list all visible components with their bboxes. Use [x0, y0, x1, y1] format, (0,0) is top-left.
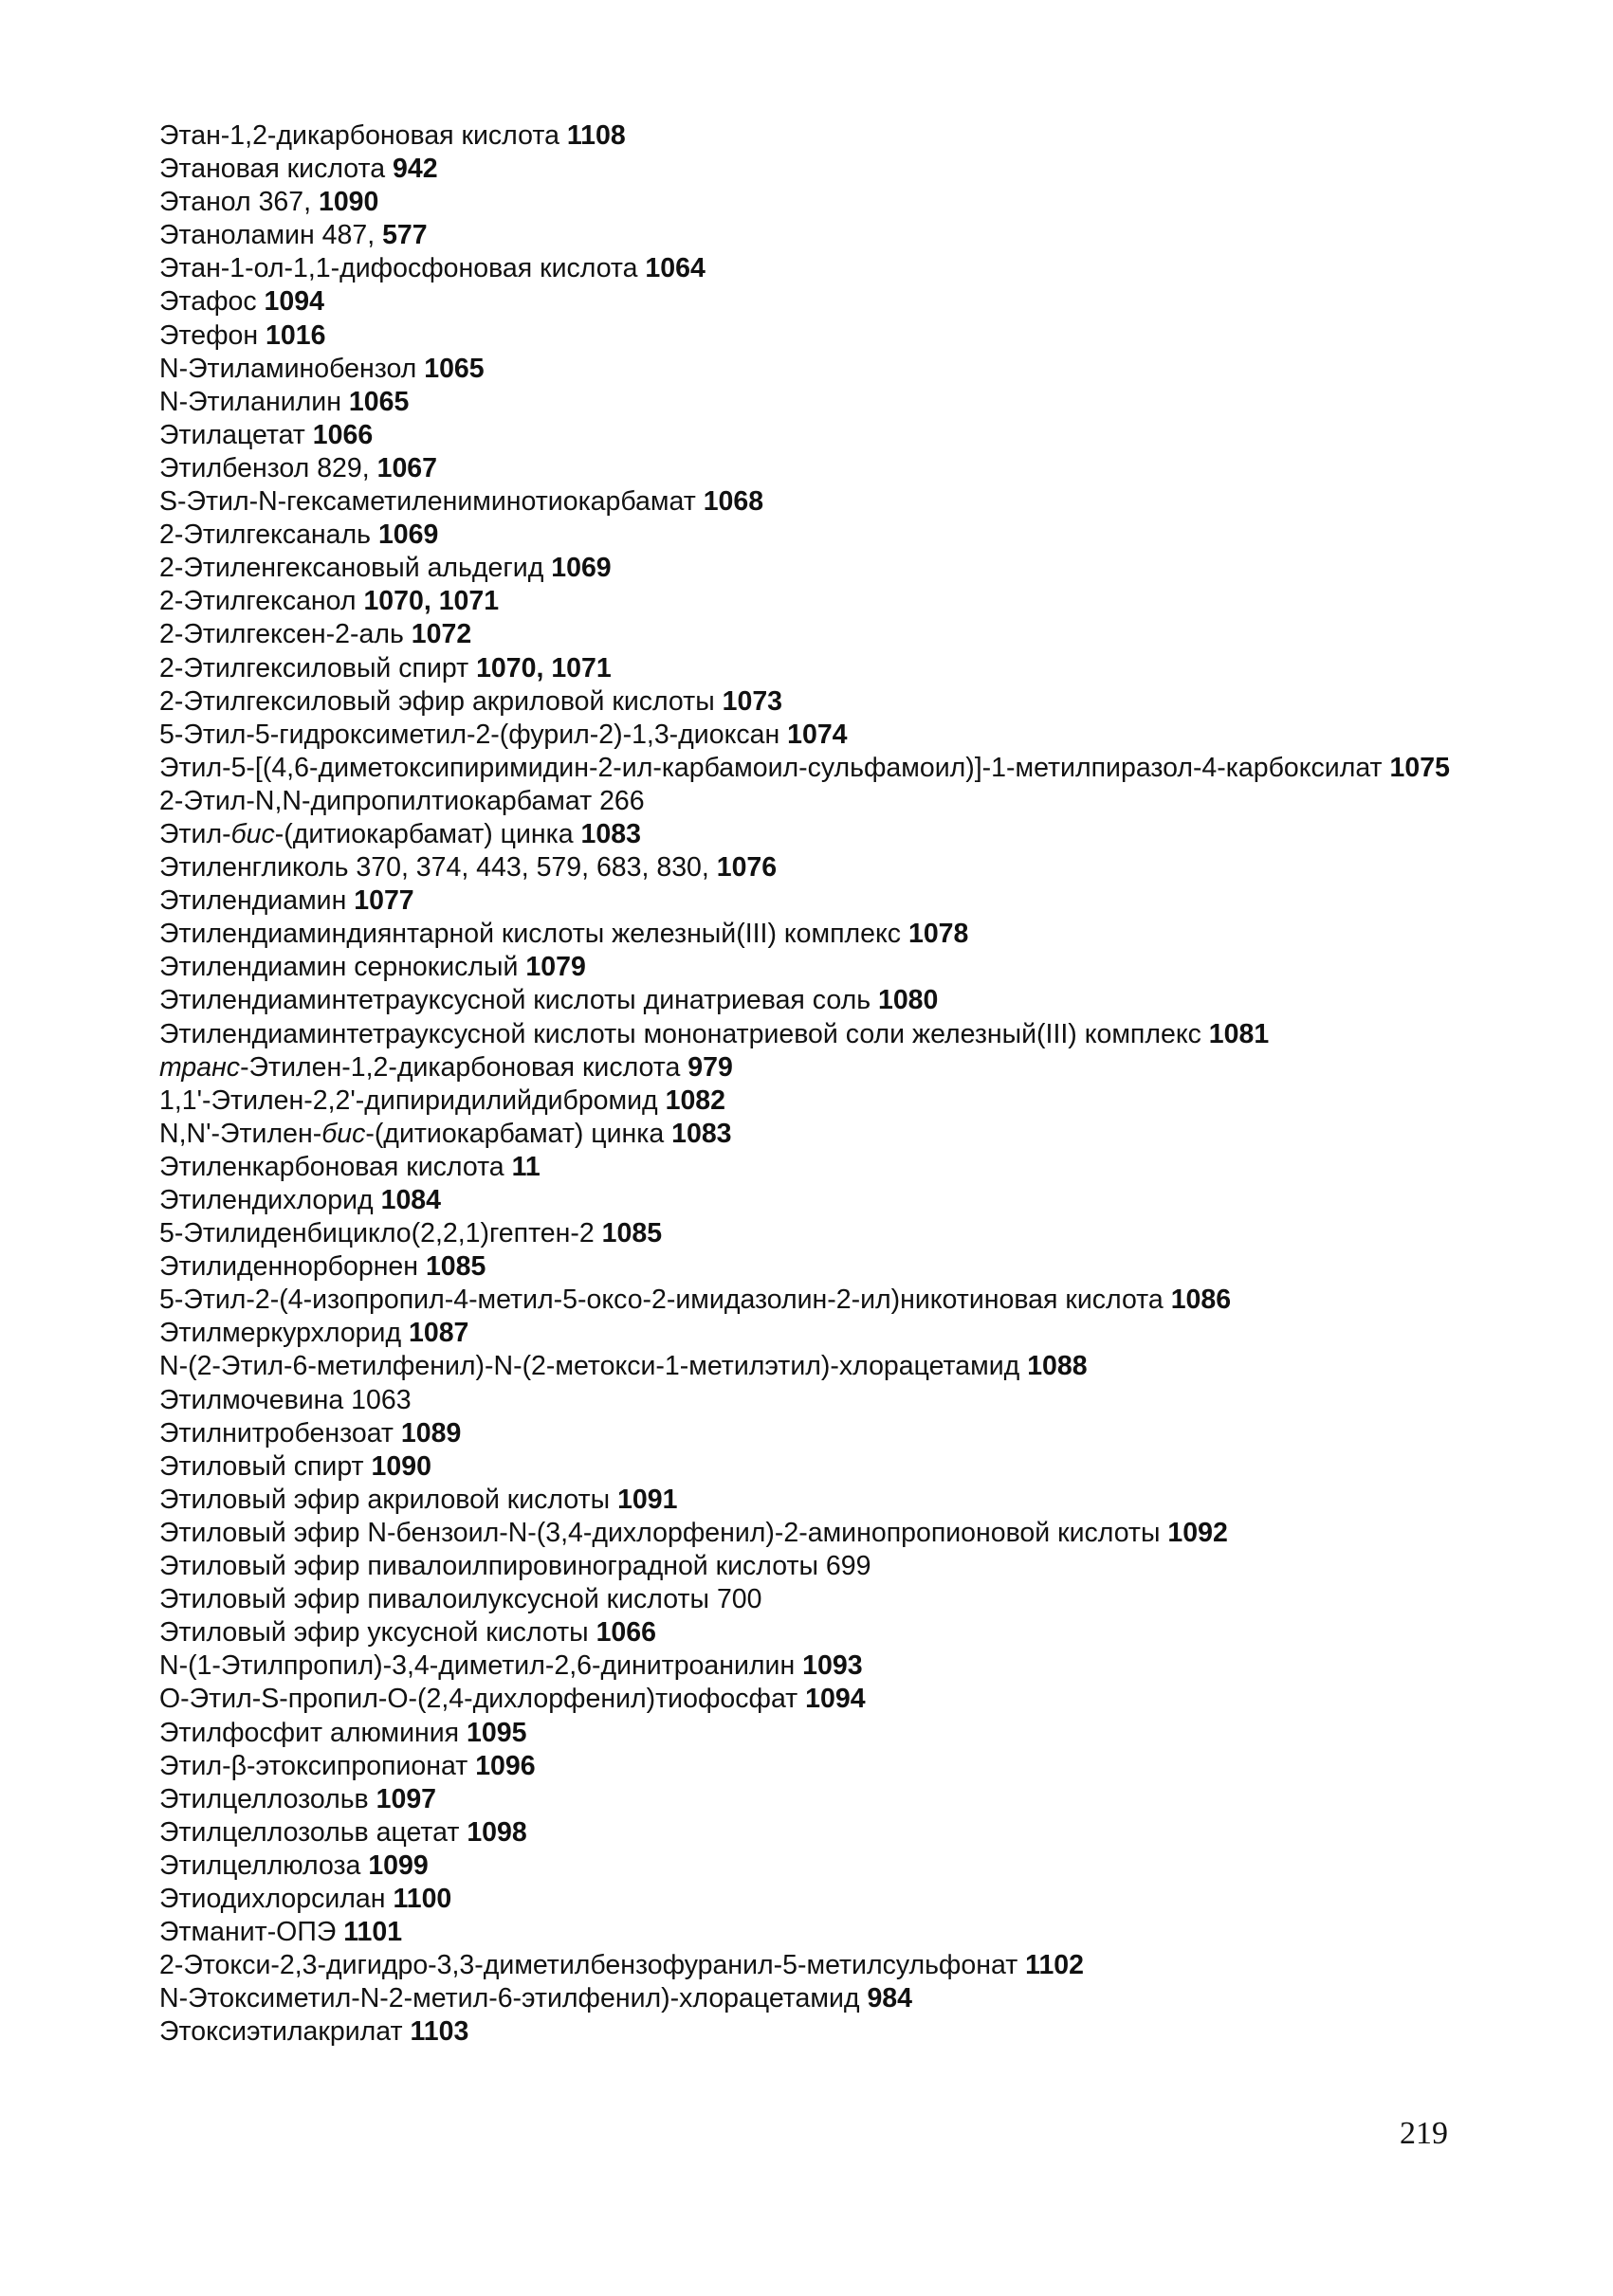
page-reference: 1070, 1071	[476, 652, 612, 683]
page-reference: 1081	[1208, 1018, 1270, 1049]
entry-term: Этиловый эфир пивалоилуксусной кислоты 700	[159, 1584, 762, 1615]
page-reference: 1072	[411, 619, 472, 650]
entry-term: 5-Этил-2-(4-изопропил-4-метил-5-оксо-2-имидазолин-2-ил)никотиновая кислота	[159, 1285, 1171, 1316]
page-reference: 1069	[551, 553, 612, 584]
entry-term: 2-Этилгексен-2-аль	[159, 619, 412, 650]
index-entry	[159, 1151, 1487, 1184]
index-entry	[159, 719, 1487, 752]
index-entry	[159, 1649, 1487, 1683]
index-entry	[159, 1450, 1487, 1484]
page-reference: 1099	[368, 1850, 429, 1881]
italic-prefix: транс	[159, 1051, 241, 1083]
index-entry	[159, 1583, 1487, 1616]
entry-term: Этилендиаминтетрауксусной кислоты мононатриевой соли железный(III) комплекс	[159, 1018, 1209, 1049]
page-reference: 1094	[264, 286, 324, 318]
page-reference: 1067	[376, 452, 437, 483]
page-reference: 1083	[671, 1118, 732, 1149]
page-reference: 1016	[266, 319, 326, 351]
page-reference: 1077	[354, 885, 414, 917]
entry-term: 2-Этокси-2,3-дигидро-3,3-диметилбензофуранил-5-метилсульфонат	[159, 1950, 1026, 1981]
entry-term: Этанол 367,	[159, 187, 319, 218]
index-entry	[159, 1384, 1487, 1417]
entry-term: Этилфосфит алюминия	[159, 1717, 467, 1748]
page-reference: 1069	[377, 519, 439, 551]
index-entry	[159, 951, 1487, 984]
page-reference: 1065	[348, 386, 410, 417]
entry-term: N-Этоксиметил-N-2-метил-6-этилфенил)-хлорацетамид	[159, 1983, 868, 2014]
page-reference: 1084	[380, 1185, 442, 1215]
page-reference: 1080	[877, 985, 939, 1016]
page-reference: 1082	[665, 1084, 726, 1116]
page-reference: 1103	[410, 2016, 469, 2048]
index-entry	[159, 1350, 1487, 1383]
entry-term: Этоксиэтилакрилат	[159, 2016, 411, 2048]
entry-term: Этилбензол 829,	[159, 452, 377, 483]
index-entry	[159, 1217, 1487, 1250]
entry-term: -(дитиокарбамат) цинка	[274, 818, 581, 849]
entry-term: N-(2-Этил-6-метилфенил)-N-(2-метокси-1-метилэтил)-хлорацетамид	[159, 1351, 1028, 1382]
page-reference: 1089	[400, 1417, 462, 1449]
entry-term: Этилцеллюлоза	[159, 1850, 369, 1881]
entry-term: Этилендиаминтетрауксусной кислоты динатриевая соль	[159, 985, 878, 1016]
entry-term: Этан-1,2-дикарбоновая кислота	[159, 120, 567, 151]
page-reference: 1066	[596, 1617, 656, 1649]
entry-term: Этиловый эфир акриловой кислоты	[159, 1484, 618, 1515]
page-reference: 1090	[318, 187, 379, 218]
entry-term: 2-Этил-N,N-дипропилтиокарбамат 266	[159, 785, 645, 816]
entry-term: Этилмеркурхлорид	[159, 1318, 409, 1349]
page-reference: 942	[393, 154, 438, 185]
entry-term: 5-Этил-5-гидроксиметил-2-(фурил-2)-1,3-диоксан	[159, 719, 788, 750]
index-entry	[159, 1916, 1487, 1949]
entry-term: Этановая кислота	[159, 154, 393, 185]
entry-term: Этиловый спирт	[159, 1450, 372, 1482]
entry-term: Этиловый эфир уксусной кислоты	[159, 1617, 596, 1649]
page-number: 219	[1400, 2116, 1448, 2151]
page-reference: 1076	[716, 852, 778, 884]
index-entry	[159, 519, 1487, 552]
index-entry	[159, 1051, 1487, 1084]
entry-term: N-(1-Этилпропил)-3,4-диметил-2,6-динитроанилин	[159, 1650, 803, 1682]
entry-term: Этилендиаминдиянтарной кислоты железный(III) комплекс	[159, 919, 908, 950]
entry-term: Этилнитробензоат	[159, 1417, 401, 1449]
page-reference: 1065	[424, 353, 485, 384]
entry-term: Этефон	[159, 319, 266, 351]
index-entry	[159, 984, 1487, 1017]
index-entry	[159, 252, 1487, 285]
index-entry	[159, 1949, 1487, 1982]
index-entry	[159, 319, 1487, 353]
index-entry	[159, 1484, 1487, 1517]
entry-term: Этилмочевина 1063	[159, 1384, 412, 1415]
page-reference: 1094	[805, 1684, 866, 1715]
index-entry	[159, 618, 1487, 651]
entry-term: N-Этиланилин	[159, 386, 349, 417]
page-reference: 1100	[393, 1883, 452, 1914]
index-entry	[159, 1317, 1487, 1350]
italic-prefix: бис	[230, 818, 275, 849]
page-reference: 1093	[802, 1650, 863, 1682]
page-reference: 1097	[376, 1783, 437, 1814]
entry-term: N,N'-Этилен-	[159, 1118, 322, 1149]
page-reference: 1102	[1025, 1950, 1085, 1981]
page-reference: 979	[687, 1051, 733, 1083]
index-entry	[159, 1417, 1487, 1450]
index-entry	[159, 1616, 1487, 1649]
page-reference: 1108	[566, 120, 626, 151]
page-reference: 1087	[409, 1318, 469, 1349]
entry-term: Этилцеллозольв ацетат	[159, 1816, 467, 1848]
index-entry	[159, 1018, 1487, 1051]
page-reference: 1098	[467, 1816, 527, 1848]
index-entry	[159, 1184, 1487, 1217]
entry-term: 2-Этилгексанол	[159, 586, 364, 617]
page-reference: 1064	[645, 253, 706, 284]
entry-term: Этил-	[159, 818, 231, 849]
entry-term: Этиленгликоль 370, 374, 443, 579, 683, 830,	[159, 852, 717, 884]
entry-term: Этан-1-ол-1,1-дифосфоновая кислота	[159, 253, 646, 284]
page-reference: 1078	[907, 919, 969, 950]
index-entry	[159, 818, 1487, 851]
page-reference: 1074	[787, 719, 848, 750]
index-entry	[159, 884, 1487, 918]
index-entry	[159, 119, 1487, 153]
page-reference: 1073	[722, 685, 783, 717]
index-entry	[159, 219, 1487, 252]
entry-term: 2-Этилгексаналь	[159, 519, 378, 551]
index-entry	[159, 485, 1487, 519]
index-entry	[159, 285, 1487, 319]
index-entry	[159, 386, 1487, 419]
entry-term: Этиленкарбоновая кислота	[159, 1151, 512, 1182]
index-entry	[159, 1750, 1487, 1783]
index-entry	[159, 918, 1487, 951]
index-entry	[159, 1517, 1487, 1550]
page-reference: 1085	[601, 1218, 663, 1249]
index-entry	[159, 1250, 1487, 1284]
index-entry	[159, 752, 1487, 785]
page-reference: 1088	[1027, 1351, 1088, 1382]
page-reference: 1075	[1389, 752, 1450, 783]
entry-term: Этиловый эфир N-бензоил-N-(3,4-дихлорфенил)-2-аминопропионовой кислоты	[159, 1517, 1168, 1548]
entry-term: Этилцеллозольв	[159, 1783, 376, 1814]
index-entry	[159, 1783, 1487, 1816]
page-reference: 1068	[703, 486, 764, 518]
index-entry	[159, 785, 1487, 818]
page-reference: 1079	[525, 952, 586, 983]
index-entry	[159, 1717, 1487, 1750]
entry-term: -Этилен-1,2-дикарбоновая кислота	[240, 1051, 688, 1083]
entry-term: 2-Этилгексиловый эфир акриловой кислоты	[159, 685, 723, 717]
entry-term: Этил-5-[(4,6-диметоксипиримидин-2-ил-карбамоил-сульфамоил)]-1-метилпиразол-4-карбоксилат	[159, 752, 1390, 783]
italic-prefix: бис	[321, 1118, 366, 1149]
entry-term: S-Этил-N-гексаметилениминотиокарбамат	[159, 486, 704, 518]
page-reference: 984	[867, 1983, 912, 2014]
index-entry	[159, 186, 1487, 219]
entry-term: Этилиденнорборнен	[159, 1251, 426, 1283]
entry-term: Этилендиамин	[159, 885, 355, 917]
page-reference: 1096	[475, 1750, 536, 1781]
page-reference: 1070, 1071	[363, 586, 500, 617]
page-reference: 577	[382, 220, 428, 251]
index-entry	[159, 1816, 1487, 1850]
page-reference: 1091	[617, 1484, 678, 1515]
entry-term: Этиодихлорсилан	[159, 1883, 394, 1914]
entry-term: 2-Этиленгексановый альдегид	[159, 553, 552, 584]
index-entry	[159, 652, 1487, 685]
subject-index-list	[159, 119, 1487, 2049]
page-reference: 1092	[1167, 1517, 1228, 1548]
entry-term: 5-Этилиденбицикло(2,2,1)гептен-2	[159, 1218, 602, 1249]
index-entry	[159, 1982, 1487, 2015]
entry-term: Этилендихлорид	[159, 1185, 381, 1215]
index-entry	[159, 353, 1487, 386]
entry-term: Этафос	[159, 286, 265, 318]
index-entry	[159, 1683, 1487, 1716]
index-entry	[159, 153, 1487, 186]
page-reference: 1086	[1170, 1285, 1232, 1316]
entry-term: Этманит-ОПЭ	[159, 1917, 344, 1948]
entry-term: Этиловый эфир пивалоилпировиноградной кислоты 699	[159, 1551, 871, 1582]
entry-term: 1,1'-Этилен-2,2'-дипиридилийдибромид	[159, 1084, 666, 1116]
page-reference: 1085	[425, 1251, 486, 1283]
entry-term: Этилендиамин сернокислый	[159, 952, 526, 983]
entry-term: О-Этил-S-пропил-О-(2,4-дихлорфенил)тиофосфат	[159, 1684, 806, 1715]
page-reference: 1095	[467, 1717, 527, 1748]
entry-term: Этилацетат	[159, 419, 313, 450]
index-entry	[159, 552, 1487, 585]
index-entry	[159, 452, 1487, 485]
entry-term: N-Этиламинобензол	[159, 353, 425, 384]
index-entry	[159, 1850, 1487, 1883]
page-reference: 1101	[343, 1917, 403, 1948]
entry-term: 2-Этилгексиловый спирт	[159, 652, 477, 683]
entry-term: Этил-β-этоксипропионат	[159, 1750, 476, 1781]
index-entry	[159, 2015, 1487, 2049]
index-entry	[159, 1284, 1487, 1317]
index-entry	[159, 419, 1487, 452]
index-entry	[159, 1084, 1487, 1118]
index-entry	[159, 1883, 1487, 1916]
index-entry	[159, 1118, 1487, 1151]
page-reference: 11	[511, 1151, 541, 1182]
index-entry	[159, 1550, 1487, 1583]
page-reference: 1066	[312, 419, 374, 450]
entry-term: Этаноламин 487,	[159, 220, 383, 251]
index-entry	[159, 685, 1487, 719]
page-reference: 1090	[371, 1450, 431, 1482]
entry-term: -(дитиокарбамат) цинка	[365, 1118, 672, 1149]
index-entry	[159, 585, 1487, 618]
index-entry	[159, 851, 1487, 884]
page-reference: 1083	[580, 818, 641, 849]
